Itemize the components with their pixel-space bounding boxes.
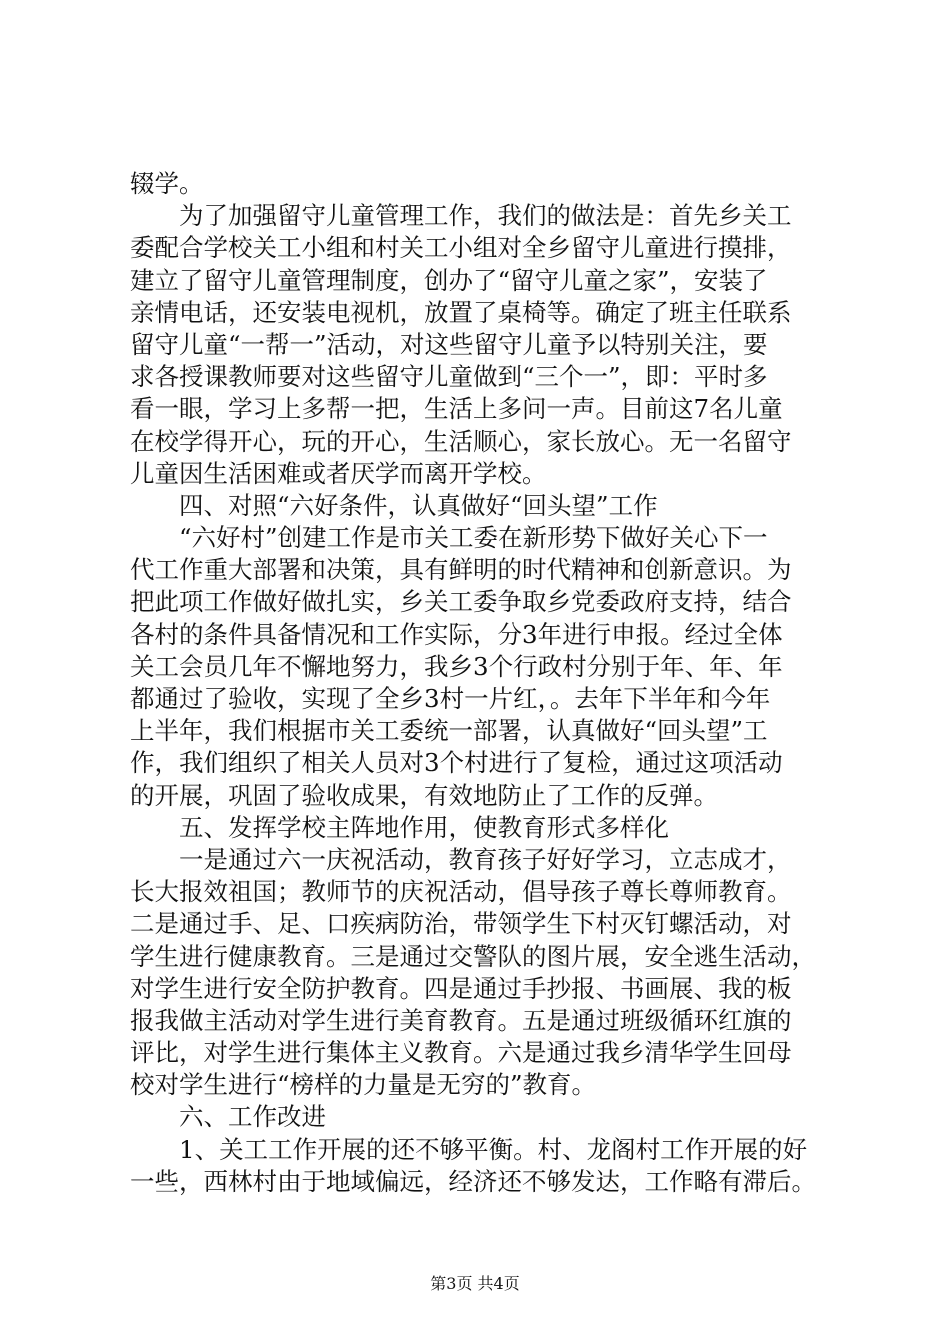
text-line: 报我做主活动对学生进行美育教育。五是通过班级循环红旗的 <box>130 1005 792 1035</box>
text-line: 对学生进行安全防护教育。四是通过手抄报、书画展、我的板 <box>130 973 792 1003</box>
text-line: 为了加强留守儿童管理工作，我们的做法是：首先乡关工 <box>179 201 792 231</box>
text-line: 委配合学校关工小组和村关工小组对全乡留守儿童进行摸排， <box>130 233 792 263</box>
text-line: 五、发挥学校主阵地作用，使教育形式多样化 <box>179 812 669 842</box>
text-line: 都通过了验收，实现了全乡3村一片红，。去年下半年和今年 <box>130 684 771 713</box>
text-line: 校对学生进行“榜样的力量是无穷的”教育。 <box>130 1070 597 1100</box>
text-line: 评比，对学生进行集体主义教育。六是通过我乡清华学生回母 <box>130 1038 792 1068</box>
text-line: 儿童因生活困难或者厌学而离开学校。 <box>130 458 547 488</box>
text-line: 四、对照“六好条件，认真做好“回头望”工作 <box>179 490 658 520</box>
text-line: 学生进行健康教育。三是通过交警队的图片展，安全逃生活动， <box>130 941 816 971</box>
text-line: 的开展，巩固了验收成果，有效地防止了工作的反弹。 <box>130 780 718 810</box>
text-line: 看一眼，学习上多帮一把，生活上多问一声。目前这7名儿童 <box>130 394 783 424</box>
text-line: 上半年，我们根据市关工委统一部署，认真做好“回头望”工 <box>130 716 768 746</box>
text-line: 六、工作改进 <box>179 1102 326 1132</box>
document-body <box>130 168 834 1198</box>
text-line: 求各授课教师要对这些留守儿童做到“三个一”，即：平时多 <box>130 362 768 392</box>
text-line: 各村的条件具备情况和工作实际，分3年进行申报。经过全体 <box>130 619 783 649</box>
text-line: 把此项工作做好做扎实，乡关工委争取乡党委政府支持，结合 <box>130 587 792 617</box>
text-line: 长大报效祖国；教师节的庆祝活动，倡导孩子尊长尊师教育。 <box>130 877 792 907</box>
text-line: 辍学。 <box>130 169 204 198</box>
text-line: 关工会员几年不懈地努力，我乡3个行政村分别于年、年、年 <box>130 651 783 681</box>
text-line: 1、关工工作开展的还不够平衡。村、龙阁村工作开展的好 <box>179 1134 808 1164</box>
text-line: 代工作重大部署和决策，具有鲜明的时代精神和创新意识。为 <box>130 555 792 585</box>
text-line: 留守儿童“一帮一”活动，对这些留守儿童予以特别关注，要 <box>130 329 768 359</box>
text-line: 在校学得开心，玩的开心，生活顺心，家长放心。无一名留守 <box>130 426 792 456</box>
page-number-footer: 第3页 共4页 <box>430 1274 520 1293</box>
text-line: 一些，西林村由于地域偏远，经济还不够发达，工作略有滞后。 <box>130 1166 816 1196</box>
text-line: 亲情电话，还安装电视机，放置了桌椅等。确定了班主任联系 <box>130 297 792 327</box>
text-line: 作，我们组织了相关人员对3个村进行了复检，通过这项活动 <box>130 748 783 778</box>
text-line: 一是通过六一庆祝活动，教育孩子好好学习，立志成才， <box>179 844 792 874</box>
text-line: 建立了留守儿童管理制度，创办了“留守儿童之家”，安装了 <box>130 265 768 295</box>
text-line: 二是通过手、足、口疾病防治，带领学生下村灭钉螺活动，对 <box>130 909 792 939</box>
text-line: “六好村”创建工作是市关工委在新形势下做好关心下一 <box>179 523 768 553</box>
